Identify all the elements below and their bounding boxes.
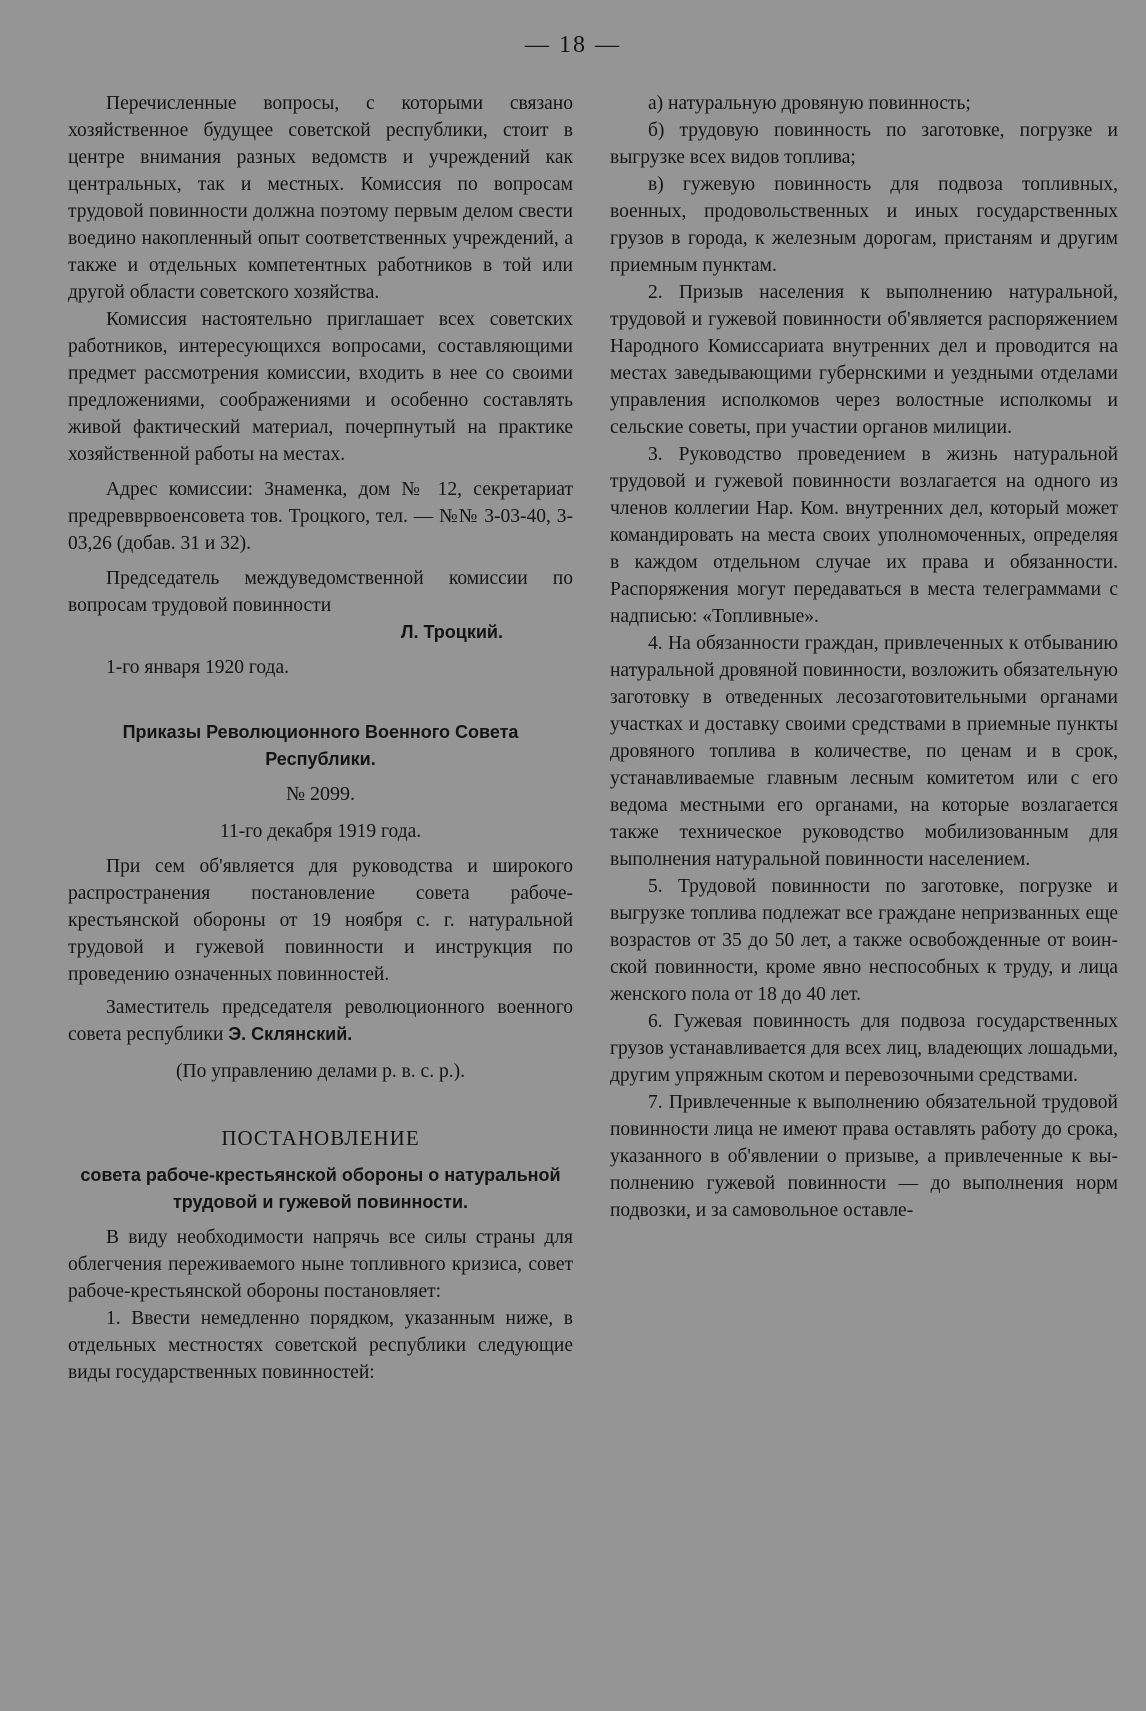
left-column <box>68 90 573 1386</box>
signature-sklyansky: Э. Склянский. <box>228 1024 353 1044</box>
deputy-title: Заместитель председателя революционного военного совета республики <box>68 997 573 1045</box>
paragraph: Перечисленные вопросы, с которыми связано хозяйственное будущее советской республики, стоит в центре внимания разных ведомств и учреждений как центральных, так и местных. Комиссия по вопросам трудовой повинности должна поэтому первым делом свести воедино накопленный опыт соответственных учреждений, а также и отдельных компетентных работников в той или другой области советского хозяйства. <box>68 93 573 303</box>
commission-address: Адрес комиссии: Знаменка, дом № 12, секретариат предревврвоенсовета тов. Троцкого, тел. — №№ 3-03-40, 3-03,26 (добав. 31 и 32). <box>68 479 573 554</box>
paragraph: В виду необходимости напрячь все силы страны для облегчения переживаемого ныне топливного кризиса, совет рабоче-крестьянской обороны постановляет: <box>68 1227 573 1302</box>
paragraph: Комиссия настоятельно приглашает всех советских работников, интересующихся вопросами, составляющими предмет рассмотрения комиссии, входить в нее со своими предложениями, соображениями и особенно составлять живой фактический материал, почерпнутый на практике хозяйственной работы на местах. <box>68 309 573 465</box>
chairman-title: Председатель междуведомственной комиссии по вопросам трудовой повинности <box>68 568 573 616</box>
paragraph: 7. Привлеченные к выполнению обязательной трудовой повинности лица не имеют права оставлять работу до срока, указанного в об'явлении о призыве, а привлеченные к выполнению гужевой повинности — до выполнения норм подвозки, и за самовольное оставле- <box>610 1092 1118 1221</box>
paragraph: 4. На обязанности граждан, привлеченных к отбыванию натуральной дровяной повинности, возложить обязательную заготовку в отведенных лесозаготовительными органами участках и доставку своими средствами в приемные пункты дровяного топлива в количестве, по ценам и в срок, устанавливаемые главным лесным комитетом или с его ведома местными его органами, на которые возлагается также техническое руководство мобилизованным для выполнения натуральной повинности населением. <box>610 633 1118 870</box>
orders-heading: Приказы Революционного Военного Совета Республики. <box>122 722 519 769</box>
order-number: № 2099. <box>285 783 356 805</box>
list-item: а) натуральную дровяную повинность; <box>648 93 971 114</box>
signature-trotsky: Л. Троцкий. <box>400 622 503 642</box>
date-line: 1-го января 1920 года. <box>106 657 290 678</box>
order-date: 11-го декабря 1919 года. <box>219 821 422 842</box>
list-item: б) трудовую повинность по заготовке, погрузке и выгрузке всех видов топлива; <box>610 120 1118 168</box>
paragraph: 5. Трудовой повинности по заготовке, погрузке и выгрузке топлива подлежат все граждане непризванных еще возрастов от 35 до 50 лет, а также освобожденные от воинской повинности, кроме явно неспособных к труду, и лица женского пола от 18 до 40 лет. <box>610 876 1118 1005</box>
paragraph: 1. Ввести немедленно порядком, указанным ниже, в отдельных местностях советской республики следующие виды государственных повинностей: <box>68 1308 573 1383</box>
page-number: — 18 — <box>525 32 621 58</box>
paragraph: 2. Призыв населения к выполнению натуральной, трудовой и гужевой повинности об'является распоряжением Народного Комиссариата внутренних дел и проводится на местах заведывающими губернскими и уездными отделами управления исполкомов через волостные исполкомы и сельские советы, при участии органов милиции. <box>610 282 1118 438</box>
office-note: (По управлению делами р. в. с. р.). <box>176 1061 465 1082</box>
order-intro: При сем об'является для руководства и широкого распространения постановление совета рабоче-крестьянской обороны от 19 ноября с. г. натуральной трудовой и гужевой повинности и инструкция по проведению означенных повинностей. <box>68 856 573 985</box>
decree-subtitle: совета рабоче-крестьянской обороны о натуральной трудовой и гужевой повинности. <box>80 1165 561 1212</box>
chairman-line <box>68 565 573 646</box>
decree-title: ПОСТАНОВЛЕНИЕ <box>221 1126 420 1150</box>
right-column <box>610 90 1118 1224</box>
paragraph: 3. Руководство проведением в жизнь натуральной трудовой и гужевой повинности возлагается на одного из членов коллегии Нар. Ком. внутренних дел, который может командировать на места своих уполномоченных, определяя в каждом отдельном случае их права и обязанности. Распоряжения могут передаваться в места телеграммами с надписью: «Топливные». <box>610 444 1118 627</box>
paragraph: 6. Гужевая повинность для подвоза государственных грузов устанавливается для всех лиц, владеющих лошадьми, другим упряжным скотом и перевозочными средствами. <box>610 1011 1118 1086</box>
deputy-line <box>68 994 573 1048</box>
list-item: в) гужевую повинность для подвоза топливных, военных, продовольственных и иных государственных грузов в города, к железным дорогам, пристаням и другим приемным пунктам. <box>610 174 1118 276</box>
